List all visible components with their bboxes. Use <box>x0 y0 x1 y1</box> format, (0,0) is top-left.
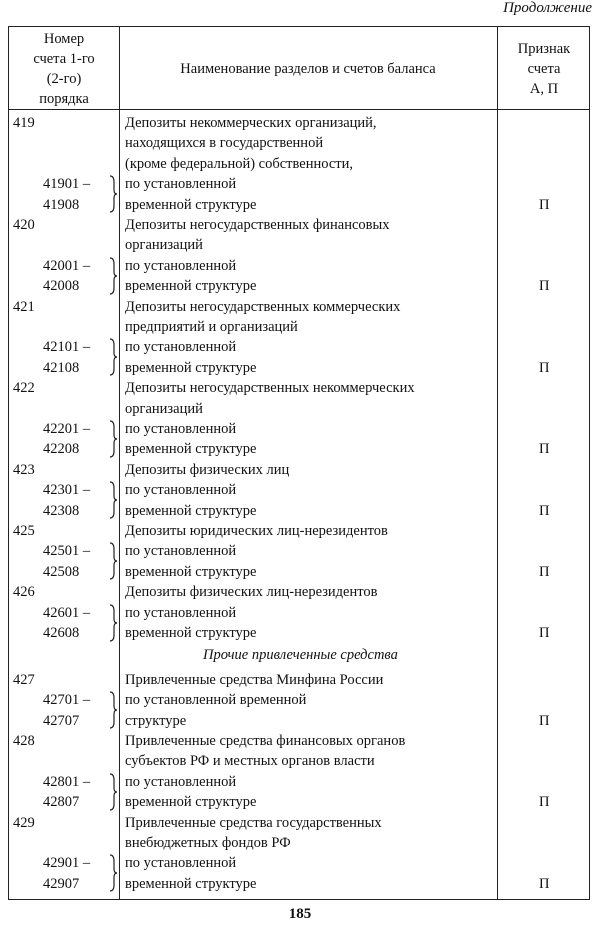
accounts-table <box>8 26 590 900</box>
account-sign: П <box>539 441 550 458</box>
range-brace <box>109 480 117 520</box>
range-brace <box>109 603 117 643</box>
subaccount-from: 42101 – <box>43 339 91 356</box>
header-col-name: Наименование разделов и счетов баланса <box>180 61 436 77</box>
account-name-line: Депозиты физических лиц-нерезидентов <box>125 584 378 601</box>
range-brace <box>109 174 117 214</box>
subaccount-from: 42001 – <box>43 257 91 274</box>
account-sign: П <box>539 196 550 213</box>
subaccount-name-line: временной структуре <box>125 794 257 811</box>
subaccount-name-line: по установленной <box>125 421 237 437</box>
subaccount-to: 42707 <box>43 712 80 729</box>
range-brace <box>109 419 117 459</box>
page-number: 185 <box>288 906 312 922</box>
subaccount-name-line: по установленной временной <box>125 692 307 709</box>
subaccount-from: 42601 – <box>43 604 91 621</box>
account-code: 426 <box>13 584 35 601</box>
range-brace <box>109 541 117 581</box>
account-code: 427 <box>13 671 35 688</box>
continuation-label: Продолжение <box>503 0 592 16</box>
subaccount-from: 42501 – <box>43 543 91 560</box>
subaccount-name-line: временной структуре <box>125 502 257 519</box>
header-col-number: Номер счета 1-го (2-го) порядка <box>33 31 95 107</box>
subaccount-to: 42108 <box>43 359 80 376</box>
subaccount-name-line: временной структуре <box>125 359 257 376</box>
subaccount-name-line: по установленной <box>125 604 237 621</box>
subaccount-name-line: по установленной <box>125 339 237 356</box>
subaccount-to: 42008 <box>43 278 80 295</box>
subaccount-to: 42807 <box>43 794 80 811</box>
subaccount-name-line: временной структуре <box>125 625 257 641</box>
account-name-line: Депозиты юридических лиц-нерезидентов <box>125 523 388 539</box>
account-name-line: Депозиты некоммерческих организаций, <box>125 115 377 131</box>
account-sign: П <box>539 794 550 811</box>
account-name-line: Депозиты негосударственных финансовых <box>125 217 390 233</box>
range-brace <box>109 256 117 296</box>
subaccount-to: 41908 <box>43 196 80 213</box>
subaccount-from: 42301 – <box>43 482 91 499</box>
subaccount-to: 42907 <box>43 875 80 892</box>
subaccount-name-line: временной структуре <box>125 563 257 580</box>
range-brace <box>109 690 117 730</box>
header-divider <box>9 109 589 110</box>
account-name-line: Привлеченные средства государственных <box>125 814 382 831</box>
account-name-line: Депозиты негосударственных некоммерческих <box>125 380 415 397</box>
range-brace <box>109 772 117 812</box>
range-brace <box>109 337 117 377</box>
account-name-line: организаций <box>125 400 203 417</box>
subaccount-from: 42801 – <box>43 773 91 790</box>
account-name-line: субъектов РФ и местных органов власти <box>125 753 375 770</box>
account-code: 422 <box>13 380 35 397</box>
subaccount-to: 42208 <box>43 441 80 458</box>
account-code: 423 <box>13 461 35 478</box>
account-code: 419 <box>13 115 35 131</box>
account-name-line: предприятий и организаций <box>125 319 298 335</box>
account-code: 425 <box>13 523 35 539</box>
subaccount-name-line: временной структуре <box>125 278 257 295</box>
column-divider <box>119 27 120 899</box>
subaccount-to: 42508 <box>43 563 80 580</box>
subaccount-name-line: по установленной <box>125 257 237 274</box>
subaccount-name-line: временной структуре <box>125 196 257 213</box>
account-name-line: организаций <box>125 237 203 254</box>
subaccount-to: 42308 <box>43 502 80 519</box>
column-divider <box>497 27 498 899</box>
account-name-line: внебюджетных фондов РФ <box>125 835 291 851</box>
account-sign: П <box>539 563 550 580</box>
account-code: 429 <box>13 814 35 831</box>
subaccount-name-line: по установленной <box>125 482 237 499</box>
account-code: 428 <box>13 733 35 749</box>
account-name-line: Депозиты физических лиц <box>125 461 290 478</box>
subaccount-from: 42201 – <box>43 421 91 437</box>
subaccount-name-line: временной структуре <box>125 875 257 892</box>
range-brace <box>109 853 117 893</box>
account-name-line: Привлеченные средства Минфина России <box>125 671 384 688</box>
subaccount-name-line: по установленной <box>125 773 237 790</box>
subaccount-from: 42901 – <box>43 855 91 872</box>
header-col-sign: Признак счета А, П <box>517 41 571 97</box>
account-sign: П <box>539 278 550 295</box>
account-name-line: находящихся в государственной <box>125 135 324 152</box>
account-name-line: Привлеченные средства финансовых органов <box>125 733 406 749</box>
subaccount-from: 41901 – <box>43 176 91 193</box>
account-code: 420 <box>13 217 35 233</box>
subaccount-from: 42701 – <box>43 692 91 709</box>
subaccount-to: 42608 <box>43 625 80 641</box>
subaccount-name-line: структуре <box>125 712 187 729</box>
account-code: 421 <box>13 298 35 315</box>
subaccount-name-line: по установленной <box>125 176 237 193</box>
account-name-line: Депозиты негосударственных коммерческих <box>125 298 401 315</box>
account-sign: П <box>539 625 550 641</box>
subaccount-name-line: временной структуре <box>125 441 257 458</box>
account-sign: П <box>539 875 550 892</box>
account-sign: П <box>539 502 550 519</box>
section-title: Прочие привлеченные средства <box>203 647 398 664</box>
account-name-line: (кроме федеральной) собственности, <box>125 155 353 172</box>
subaccount-name-line: по установленной <box>125 855 237 872</box>
account-sign: П <box>539 359 550 376</box>
account-sign: П <box>539 712 550 729</box>
subaccount-name-line: по установленной <box>125 543 237 560</box>
